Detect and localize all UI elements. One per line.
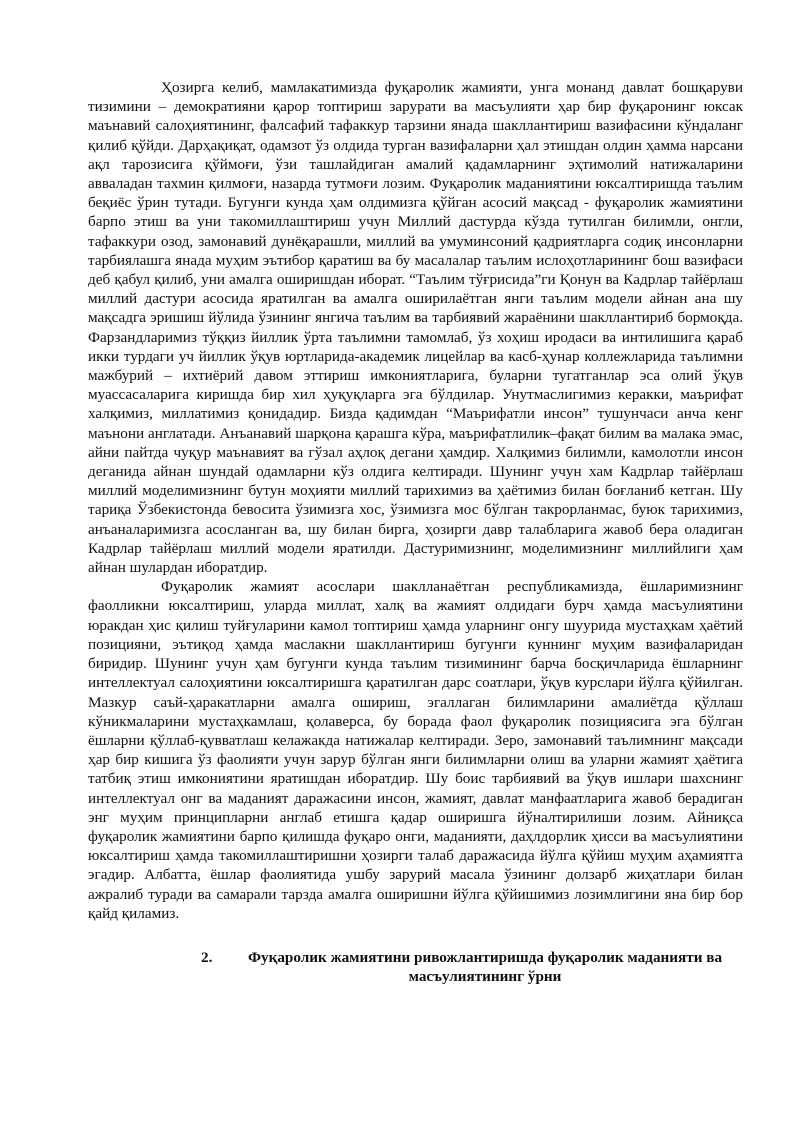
- section-heading-number: 2.: [201, 948, 213, 966]
- paragraph-2: Фуқаролик жамият асослари шаклланаётган республикамизда, ёшларимизнинг фаолликни юксалтириш, уларда миллат, халқ ва жамият олдидаги бурч ҳамда масъулиятини юракдан ҳис қилиш туйғуларини камол топтириш ҳамда уларнинг онгу шуурида мустаҳкам ҳаётий позицияни, эътиқод ҳамда маслакни шакллантириш бугунги куннинг муҳим вазифаларидан биридир. Шунинг учун ҳам бугунги кунда таълим тизимининг барча босқичларида ёшларнинг интеллектуал салоҳиятини юксалтиришга қаратилган дарс соатлари, ўқув курслари йўлга қўйилган. Мазкур саъй-ҳаракатларни амалга ошириш, эгаллаган билимларини амалиётда қўллаш кўникмаларини мустаҳкамлаш, қолаверса, бу борада фаол фуқаролик позициясига эга бўлган ёшларни қўллаб-қувватлаш келажакда натижалар келтиради. Зеро, замонавий таълимнинг мақсади ҳар бир кишига ўз фаолияти учун зарур бўлган янги билимларни олиш ва уларни жамият ҳаётига татбиқ этиш имкониятини яратишдан иборатдир. Шу боис тарбиявий ва ўқув ишлари шахснинг интеллектуал онг ва маданият даражасини инсон, жамият, давлат манфаатларига жавоб берадиган энг муҳим принципларни англаб етишга қадар оширишга йўналтирилиши лозим. Айниқса фуқаролик жамиятини барпо қилишда фуқаро онги, маданияти, даҳлдорлик ҳисси ва масъулиятини юксалтириш ҳамда такомиллаштиришни ҳозирги талаб даражасида йўлга қўйиш муҳим аҳамиятга эгадир. Албатта, ёшлар фаолиятида ушбу зарурий масала ўзининг долзарб жиҳатлари билан ажралиб туради ва самарали тарзда амалга оширишни йўлга қўйишимиз лозимлигини яна бир бор қайд қиламиз.: [88, 578, 743, 922]
- section-heading-text: Фуқаролик жамиятини ривожлантиришда фуқаролик маданияти ва масъулиятининг ўрни: [247, 948, 723, 986]
- paragraph-1: Ҳозирга келиб, мамлакатимизда фуқаролик жамияти, унга монанд давлат бошқаруви тизимини – демократияни қарор топтириш зарурати ва масъулияти ҳар бир фуқаронинг юксак маънавий салоҳиятининг, фалсафий тафаккур тарзини янада шакллантириш вазифасини кўндаланг қилиб қўйди. Дарҳақиқат, одамзот ўз олдида турган вазифаларни ҳал этишдан олдин ҳамма нарсани ақл тарозисига қўймоғи, ўзи ташлайдиган амалий қадамларнинг эҳтимолий натижаларини авваладан тахмин қилмоғи, назарда тутмоғи лозим. Фуқаролик маданиятини юксалтиришда таълим беқиёс ўрин тутади. Бугунги кунда ҳам олдимизга қўйган асосий мақсад - фуқаролик жамиятини барпо этиш ва уни такомиллаштириш учун Миллий дастурда кўзда тутилган билимли, онгли, тафаккури озод, замонавий дунёқарашли, миллий ва умуминсоний қадриятларга содиқ инсонларни тарбиялашга янада муҳим эътибор қаратиш ва бу масалалар таълим ислоҳотларининг бош вазифаси деб қабул қилиб, уни амалга оширишдан иборат. “Таълим тўғрисида”ги Қонун ва Кадрлар тайёрлаш миллий дастури асосида яратилган ва амалга оширилаётган янги таълим модели айнан ана шу мақсадга эришиш йўлида ўзининг янгича таълим ва тарбиявий жараёнини шакллантириб бормоқда. Фарзандларимиз тўққиз йиллик ўрта таълимни тамомлаб, ўз хоҳиш иродаси ва интилишига қараб икки турдаги уч йиллик ўқув юртларида-академик лицейлар ва касб-ҳунар коллежларида таълимни мажбурий – ихтиёрий давом эттириш имкониятларига, буларни тугатганлар эса олий ўқув муассасаларига киришда бир хил ҳуқуқларга эга бўлдилар. Унутмаслигимиз керакки, маърифат халқимиз, миллатимиз қонидадир. Бизда қадимдан “Маърифатли инсон” тушунчаси анча кенг маънони англатади. Анъанавий шарқона қарашга кўра, маърифатлилик–фақат билим ва малака эмас, айни пайтда чуқур маънавият ва гўзал аҳлоқ дегани ҳамдир. Халқимиз билимли, камолотли инсон деганида айнан шундай одамларни кўз олдига келтиради. Шунинг учун хам Кадрлар тайёрлаш миллий моделимизнинг бутун моҳияти миллий тарихимиз ва ҳаётимиз билан боғланиб кетган. Шу тариқа Ўзбекистонда бевосита ўзимизга хос, ўзимизга мос бўлган такрорланмас, буюк тарихимиз, анъаналаримизга асосланган ва, шу билан бирга, ҳозирги давр талабларига жавоб бера оладиган Кадрлар тайёрлаш миллий модели яратилди. Дастуримизнинг, моделимизнинг миллийлиги ҳам айнан шулардан иборатдир.: [88, 79, 743, 577]
- body-text: [88, 78, 743, 923]
- section-heading: [88, 948, 743, 987]
